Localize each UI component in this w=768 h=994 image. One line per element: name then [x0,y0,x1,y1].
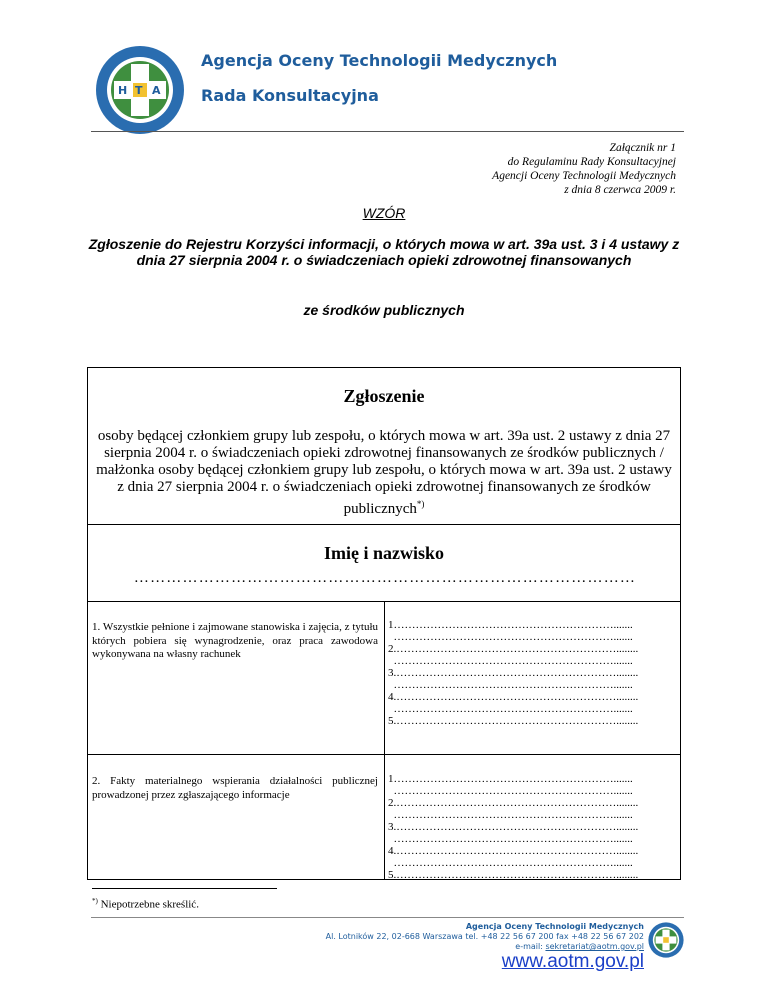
footnote-text: Niepotrzebne skreślić. [100,898,199,911]
council-name: Rada Konsultacyjna [201,86,379,105]
footnote-divider [92,888,277,889]
form-title: Zgłoszenie [343,386,425,406]
footnote [92,897,199,911]
document-heading: Zgłoszenie do Rejestru Korzyści informacji, o których mowa w art. 39a ust. 3 i 4 ustawy z dnia 27 sierpnia 2004 r. o świadczeniach opieki zdrowotnej finansowanych [88,236,680,268]
aotm-logo-small [648,922,684,958]
document-heading-continued: ze środków publicznych [303,302,465,318]
footer-contact [326,922,644,952]
answer-field-support[interactable]: 1……………………………………………………....... ……………………………………………………....... 2.……………………………………………………........ ……………………………………………………....... 3.……………………………………………………........ ……………………………………………………....... 4.……………………………………………………........ ……………………………………………………....... 5.……………………………………………………........ [388,773,639,881]
question-material-support: 2. Fakty materialnego wspierania działalności publicznej prowadzonej przez zgłaszającego informacje [92,775,378,801]
form-divider [87,524,681,525]
annex-line-1: Załącznik nr 1 [609,142,676,154]
footer-email-label: e-mail: [515,942,546,951]
form-description [92,428,676,518]
annex-line-2: do Regulaminu Rady Konsultacyjnej [507,156,676,168]
logo-letter-a: A [152,84,161,97]
form-description-text: osoby będącej członkiem grupy lub zespołu, o których mowa w art. 39a ust. 2 ustawy z dnia 27 sierpnia 2004 r. o świadczeniach opieki zdrowotnej finansowanych ze środków publicznych / małżonka osoby będącej członkiem grupy lub zespołu, o których mowa w art. 39a ust. 2 ustawy z dnia 27 sierpnia 2004 r. o świadczeniach opieki zdrowotnej finansowanych ze środków publicznych [96,428,672,517]
logo-letter-h: H [118,84,128,97]
annex-line-3: Agencji Oceny Technologii Medycznych [492,170,676,182]
footer-divider [91,917,684,918]
answer-field-positions[interactable]: 1……………………………………………………....... ……………………………………………………....... 2.……………………………………………………........ ……………………………………………………....... 3.……………………………………………………........ ……………………………………………………....... 4.……………………………………………………........ ……………………………………………………....... 5.……………………………………………………........ [388,619,639,727]
name-label: Imię i nazwisko [323,543,444,563]
footer-org-name: Agencja Oceny Technologii Medycznych [465,922,644,931]
annex-line-4: z dnia 8 czerwca 2009 r. [564,184,676,196]
footer-email-link[interactable]: sekretariat@aotm.gov.pl [545,942,644,951]
footnote-marker: *) [92,897,98,905]
template-label: WZÓR [362,205,406,221]
aotm-logo [95,45,185,135]
form-column-divider [384,601,385,880]
org-name: Agencja Oceny Technologii Medycznych [201,51,558,70]
logo-letter-t: T [135,84,143,97]
header-divider [91,131,684,132]
name-field[interactable]: ………………………………………………………………………………… [133,570,637,586]
website-link[interactable]: www.aotm.gov.pl [501,951,644,972]
annex-note [492,141,676,197]
footnote-mark: *) [416,499,425,509]
question-positions: 1. Wszystkie pełnione i zajmowane stanowiska i zajęcia, z tytułu których pobiera się wynagrodzenie, oraz praca zawodowa wykonywana na własny rachunek [92,621,378,660]
footer-address: Al. Lotników 22, 02-668 Warszawa tel. +48 22 56 67 200 fax +48 22 56 67 202 [325,932,644,941]
